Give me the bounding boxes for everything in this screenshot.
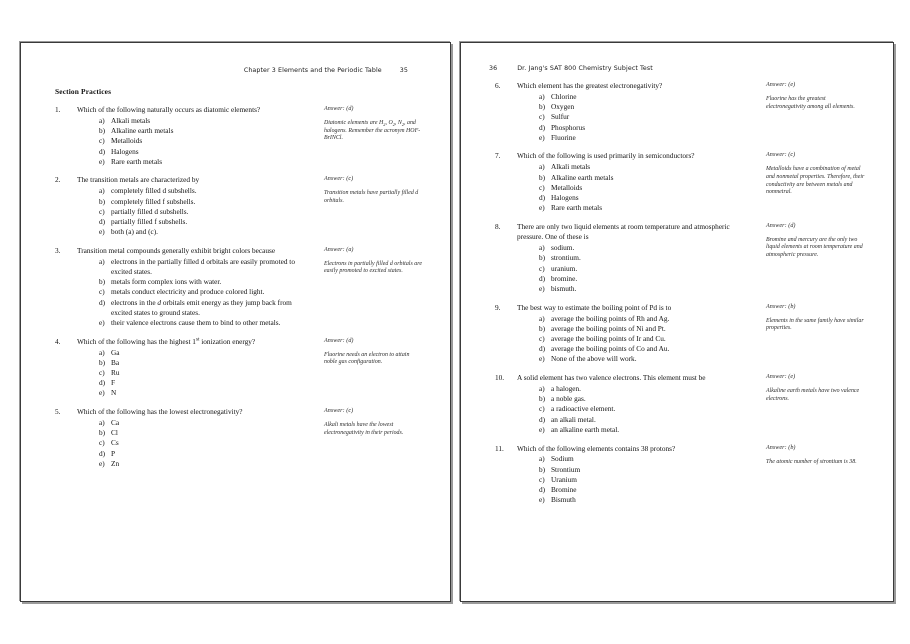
answer-label: Answer: (a) <box>324 246 354 253</box>
option-text: a radioactive element. <box>551 404 616 414</box>
option-text: Halogens <box>551 192 579 202</box>
answer-note <box>324 175 424 205</box>
option-letter: d) <box>539 192 546 202</box>
option-letter: a) <box>99 347 105 357</box>
option-text: Ca <box>111 418 120 427</box>
option-letter: a) <box>539 454 545 464</box>
option-letter: c) <box>99 136 105 146</box>
page-right <box>460 42 894 602</box>
option-text: Bismuth <box>551 495 576 505</box>
option-letter: c) <box>99 287 105 297</box>
option-text: Alkali metals <box>551 162 591 172</box>
question-block <box>461 81 893 143</box>
option-letter: a) <box>539 384 545 393</box>
option-letter: b) <box>539 253 546 263</box>
running-head-left <box>244 67 408 74</box>
option-text: Metalloids <box>551 182 583 192</box>
option-item[interactable] <box>539 465 745 475</box>
option-list <box>539 454 745 505</box>
option-item[interactable] <box>99 157 305 167</box>
option-list <box>99 257 305 328</box>
running-head-page-number: 35 <box>399 67 408 74</box>
option-letter: e) <box>99 458 105 468</box>
option-list <box>539 162 745 213</box>
option-text: their valence electrons cause them to bind to other metals. <box>111 317 281 327</box>
option-item[interactable] <box>539 264 745 274</box>
option-letter: e) <box>539 495 545 505</box>
question-body <box>55 175 305 237</box>
option-item[interactable] <box>539 274 745 284</box>
option-item[interactable] <box>539 102 745 112</box>
option-text: bromine. <box>551 273 578 283</box>
question-block <box>461 444 893 506</box>
question-block <box>21 246 450 328</box>
question-stem: The best way to estimate the boiling point of Pd is to <box>517 302 672 312</box>
question-body <box>55 337 305 399</box>
option-text: Rare earth metals <box>111 156 163 166</box>
option-item[interactable] <box>99 438 305 448</box>
option-item[interactable] <box>99 116 305 126</box>
question-body <box>495 81 745 143</box>
running-head-right <box>489 65 653 72</box>
option-text: Alkali metals <box>111 115 151 125</box>
option-item[interactable] <box>99 126 305 136</box>
option-text: an alkaline earth metal. <box>551 424 620 434</box>
option-text: Fluorine <box>551 132 576 142</box>
option-text: average the boiling points of Rh and Ag. <box>551 313 670 323</box>
answer-label: Answer: (b) <box>766 303 796 310</box>
option-text: Oxygen <box>551 102 575 112</box>
question-body <box>495 373 745 435</box>
option-letter: b) <box>539 464 546 474</box>
option-letter: c) <box>539 263 545 273</box>
question-block <box>461 151 893 213</box>
option-text: Cl <box>111 428 118 438</box>
answer-label: Answer: (c) <box>324 408 354 415</box>
option-item[interactable] <box>539 384 745 394</box>
option-item[interactable] <box>539 243 745 253</box>
answer-label: Answer: (e) <box>766 374 796 381</box>
option-list <box>99 186 305 237</box>
option-letter: a) <box>99 256 105 266</box>
option-text: F <box>111 378 116 388</box>
option-text: partially filled f subshells. <box>111 216 188 226</box>
option-item[interactable] <box>99 287 305 297</box>
option-text: Bromine <box>551 485 577 495</box>
option-item[interactable] <box>99 418 305 428</box>
option-letter: d) <box>539 414 546 424</box>
running-head-chapter: Chapter 3 Elements and the Periodic Table <box>243 67 382 74</box>
question-stem: Which of the following is used primarily in semiconductors? <box>517 151 695 161</box>
option-item[interactable] <box>99 459 305 469</box>
option-item[interactable] <box>99 136 305 146</box>
question-block <box>461 373 893 435</box>
option-letter: b) <box>99 126 106 136</box>
option-item[interactable] <box>99 388 305 398</box>
option-list <box>539 243 745 294</box>
option-list <box>539 314 745 365</box>
answer-note <box>324 337 424 367</box>
option-text: both (a) and (c). <box>111 227 159 237</box>
option-letter: e) <box>99 388 105 398</box>
option-text: Metalloids <box>111 136 143 146</box>
question-number: 5. <box>55 407 61 417</box>
option-letter: a) <box>99 418 105 427</box>
option-letter: d) <box>539 485 546 495</box>
option-letter: d) <box>99 146 106 156</box>
option-text: Strontium <box>551 464 581 474</box>
option-letter: d) <box>99 378 106 388</box>
option-item[interactable] <box>99 186 305 196</box>
question-stem: A solid element has two valence electrons. This element must be <box>517 373 706 383</box>
question-stem: The transition metals are characterized by <box>77 175 200 185</box>
option-letter: b) <box>539 394 546 404</box>
option-text: average the boiling points of Ni and Pt. <box>551 323 666 333</box>
answer-label: Answer: (d) <box>766 222 796 229</box>
option-letter: e) <box>539 132 545 142</box>
answer-label: Answer: (d) <box>324 337 354 344</box>
option-list <box>99 418 305 469</box>
option-letter: c) <box>539 404 545 414</box>
answer-explanation: Alkali metals have the lowest electronegativity in their periods. <box>324 422 404 436</box>
option-text: Sulfur <box>551 112 570 122</box>
answer-explanation: The atomic number of strontium is 38. <box>766 458 857 465</box>
answer-explanation: Diatomic elements are $H_2$, $O_2$, $N_2$, and halogens. Remember the acronym HOF-BrINCl. <box>324 120 421 142</box>
option-item[interactable] <box>99 348 305 358</box>
question-block <box>21 337 450 399</box>
option-item[interactable] <box>99 217 305 227</box>
option-list <box>99 348 305 399</box>
option-text: Alkaline earth metals <box>551 172 614 182</box>
running-head-page-number: 36 <box>489 65 498 72</box>
option-text: electrons in the d orbitals emit energy as they jump back from excited states to ground states. <box>111 297 292 317</box>
question-body <box>55 407 305 469</box>
option-letter: b) <box>539 172 546 182</box>
option-letter: b) <box>539 102 546 112</box>
option-letter: a) <box>539 243 545 253</box>
option-letter: c) <box>539 182 545 192</box>
option-text: Cs <box>111 438 119 448</box>
option-text: strontium. <box>551 253 581 263</box>
question-number: 9. <box>495 302 501 312</box>
option-text: sodium. <box>551 243 575 253</box>
option-letter: d) <box>539 344 546 354</box>
option-list <box>539 384 745 435</box>
question-body <box>495 444 745 506</box>
question-body <box>495 303 745 365</box>
question-stem: There are only two liquid elements at room temperature and atmospheric pressure. One of these is <box>517 221 730 242</box>
question-number: 2. <box>55 175 61 185</box>
option-text: Zn <box>111 458 120 468</box>
question-block <box>461 222 893 294</box>
answer-label: Answer: (e) <box>766 82 796 88</box>
question-stem: Transition metal compounds generally exhibit bright colors because <box>77 245 276 255</box>
option-item[interactable] <box>99 227 305 237</box>
option-item[interactable] <box>99 257 305 277</box>
option-letter: e) <box>99 227 105 237</box>
answer-note <box>766 222 866 260</box>
option-letter: d) <box>99 216 106 226</box>
answer-label: Answer: (c) <box>324 176 354 183</box>
option-letter: e) <box>539 354 545 364</box>
option-letter: b) <box>99 277 106 287</box>
question-number: 4. <box>55 336 61 346</box>
option-letter: a) <box>99 115 105 125</box>
option-list <box>99 116 305 167</box>
option-text: a halogen. <box>551 384 581 393</box>
option-text: Uranium <box>551 474 577 484</box>
option-text: Ga <box>111 347 120 357</box>
question-block <box>461 303 893 365</box>
option-item[interactable] <box>539 253 745 263</box>
option-letter: d) <box>99 448 106 458</box>
option-text: None of the above will work. <box>551 354 637 364</box>
question-number: 11. <box>495 443 504 453</box>
option-letter: e) <box>539 424 545 434</box>
option-text: average the boiling points of Ir and Cu. <box>551 333 666 343</box>
question-block <box>21 407 450 469</box>
option-item[interactable] <box>99 298 305 318</box>
answer-note <box>766 303 866 333</box>
option-text: Halogens <box>111 146 139 156</box>
answer-explanation: Fluorine needs an electron to attain noble gas configuration. <box>324 351 410 366</box>
option-item[interactable] <box>99 207 305 217</box>
option-item[interactable] <box>539 495 745 505</box>
option-item[interactable] <box>539 485 745 495</box>
question-stem: Which of the following has the lowest electronegativity? <box>77 407 243 417</box>
option-text: Sodium <box>551 454 574 464</box>
option-letter: c) <box>539 474 545 484</box>
question-list-left <box>21 105 450 478</box>
question-block <box>21 105 450 167</box>
question-body <box>55 246 305 328</box>
question-stem: Which element has the greatest electronegativity? <box>517 81 663 90</box>
option-item[interactable] <box>539 334 745 344</box>
question-body <box>495 151 745 213</box>
answer-note <box>324 407 424 437</box>
option-text: an alkali metal. <box>551 414 596 424</box>
option-text: average the boiling points of Co and Au. <box>551 344 670 354</box>
option-item[interactable] <box>539 475 745 485</box>
option-item[interactable] <box>99 358 305 368</box>
option-text: bismuth. <box>551 283 577 293</box>
question-stem: Which of the following has the highest 1st ionization energy? <box>77 336 256 346</box>
option-letter: a) <box>539 162 545 172</box>
option-letter: e) <box>539 203 545 213</box>
option-item[interactable] <box>539 183 745 193</box>
option-text: N <box>111 388 117 398</box>
option-text: Ru <box>111 367 120 377</box>
option-item[interactable] <box>539 112 745 122</box>
answer-explanation: Elements in the same family have similar properties. <box>766 317 864 332</box>
option-item[interactable] <box>539 454 745 464</box>
option-item[interactable] <box>99 378 305 388</box>
answer-label: Answer: (b) <box>766 444 796 451</box>
question-stem: Which of the following naturally occurs as diatomic elements? <box>77 105 261 114</box>
option-text: Phosphorus <box>551 122 586 132</box>
option-letter: e) <box>99 317 105 327</box>
question-block <box>21 175 450 237</box>
option-item[interactable] <box>99 197 305 207</box>
option-letter: b) <box>99 428 106 438</box>
option-text: uranium. <box>551 263 578 273</box>
question-stem: Which of the following elements contains 38 protons? <box>517 443 676 453</box>
answer-note <box>766 373 866 403</box>
option-letter: c) <box>539 112 545 122</box>
option-item[interactable] <box>539 404 745 414</box>
option-list <box>539 92 745 143</box>
option-item[interactable] <box>539 344 745 354</box>
question-number: 7. <box>495 151 501 161</box>
option-text: metals conduct electricity and produce colored light. <box>111 287 265 297</box>
option-item[interactable] <box>539 133 745 143</box>
option-letter: a) <box>539 91 545 101</box>
option-letter: c) <box>539 333 545 343</box>
option-letter: c) <box>99 438 105 448</box>
option-item[interactable] <box>539 284 745 294</box>
option-item[interactable] <box>539 354 745 364</box>
question-list-right <box>461 81 893 514</box>
option-item[interactable] <box>99 368 305 378</box>
option-text: Ba <box>111 357 120 367</box>
page-left-content <box>21 43 450 601</box>
option-item[interactable] <box>539 173 745 183</box>
question-body <box>55 105 305 167</box>
question-number: 8. <box>495 221 501 231</box>
question-number: 6. <box>495 81 501 90</box>
option-letter: e) <box>99 156 105 166</box>
option-letter: c) <box>99 206 105 216</box>
option-item[interactable] <box>539 425 745 435</box>
option-letter: d) <box>539 273 546 283</box>
option-item[interactable] <box>99 428 305 438</box>
option-letter: b) <box>99 196 106 206</box>
question-number: 1. <box>55 105 61 114</box>
option-item[interactable] <box>99 318 305 328</box>
page-right-content <box>461 43 893 601</box>
question-body <box>495 222 745 294</box>
answer-note <box>324 246 424 276</box>
answer-label: Answer: (c) <box>766 152 796 159</box>
option-text: Rare earth metals <box>551 203 603 213</box>
option-text: completely filled f subshells. <box>111 196 196 206</box>
option-letter: b) <box>539 323 546 333</box>
option-letter: a) <box>99 186 105 196</box>
answer-explanation: Transition metals have partially filled d orbitals. <box>324 190 419 205</box>
option-item[interactable] <box>539 123 745 133</box>
answer-explanation: Fluorine has the greatest electronegativity among all elements. <box>766 96 855 110</box>
option-letter: d) <box>99 297 106 307</box>
answer-explanation: Bromine and mercury are the only two liquid elements at room temperature and atmospheric pressure. <box>766 236 863 259</box>
option-item[interactable] <box>539 314 745 324</box>
option-item[interactable] <box>539 203 745 213</box>
question-number: 3. <box>55 245 61 255</box>
answer-explanation: Electrons in partially filled d orbitals are easily promoted to excited states. <box>324 260 422 275</box>
option-item[interactable] <box>539 193 745 203</box>
option-text: metals form complex ions with water. <box>111 277 222 287</box>
option-letter: a) <box>539 313 545 323</box>
answer-note <box>766 151 866 196</box>
option-item[interactable] <box>539 92 745 102</box>
option-item[interactable] <box>539 415 745 425</box>
question-number: 10. <box>495 373 505 383</box>
option-letter: b) <box>99 357 106 367</box>
option-letter: c) <box>99 367 105 377</box>
page-left <box>20 42 451 602</box>
option-item[interactable] <box>99 147 305 157</box>
section-title: Section Practices <box>55 87 112 96</box>
option-text: completely filled d subshells. <box>111 186 197 196</box>
option-text: electrons in the partially filled d orbitals are easily promoted to excited states. <box>111 256 295 276</box>
option-letter: e) <box>539 283 545 293</box>
answer-explanation: Metalloids have a combination of metal and nonmetal properties. Therefore, their conductivity are between metals and nonmetral. <box>766 166 865 196</box>
option-letter: d) <box>539 122 546 132</box>
option-item[interactable] <box>539 162 745 172</box>
option-text: Alkaline earth metals <box>111 126 174 136</box>
option-text: Chlorine <box>551 91 577 101</box>
option-item[interactable] <box>99 277 305 287</box>
option-item[interactable] <box>99 449 305 459</box>
option-item[interactable] <box>539 394 745 404</box>
option-text: partially filled d subshells. <box>111 206 189 216</box>
running-head-book-title: Dr. Jang's SAT 800 Chemistry Subject Test <box>517 65 653 72</box>
option-text: a noble gas. <box>551 394 586 404</box>
answer-label: Answer: (d) <box>324 106 354 112</box>
answer-explanation: Alkaline earth metals have two valence electrons. <box>766 388 860 402</box>
answer-note <box>766 444 866 467</box>
option-text: P <box>111 448 116 458</box>
answer-note <box>766 81 866 111</box>
answer-note <box>324 105 424 143</box>
option-item[interactable] <box>539 324 745 334</box>
